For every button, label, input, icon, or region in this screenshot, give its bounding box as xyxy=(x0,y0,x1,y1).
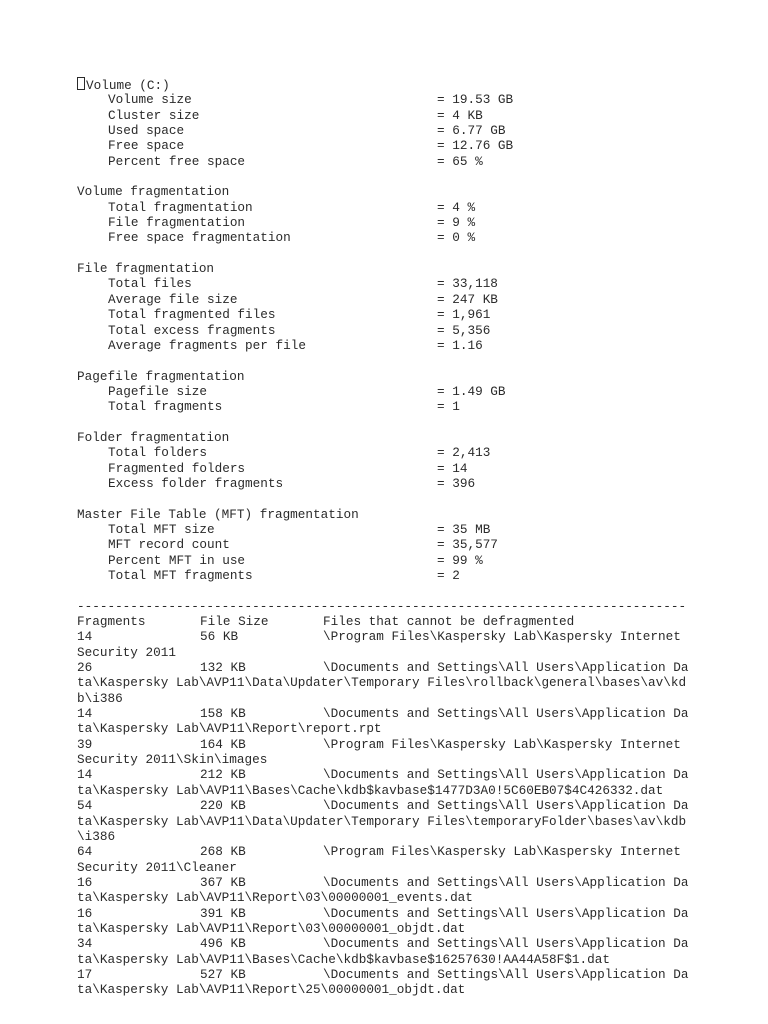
volume-stats xyxy=(77,92,688,169)
table-row xyxy=(77,660,688,675)
stat-row xyxy=(77,553,688,568)
stat-row xyxy=(77,568,688,583)
stat-label: Total folders xyxy=(108,445,207,461)
stat-value: = 35 MB xyxy=(437,522,490,537)
stat-row xyxy=(77,200,688,215)
stat-row xyxy=(77,445,688,460)
stat-value: = 4 KB xyxy=(437,108,483,123)
section-title: Master File Table (MFT) fragmentation xyxy=(77,506,359,522)
file-path-cell: \Documents and Settings\All Users\Application Da xyxy=(323,874,689,890)
table-row xyxy=(77,967,688,982)
stat-row xyxy=(77,276,688,291)
stat-label: Total excess fragments xyxy=(108,322,276,338)
spacer xyxy=(77,353,688,368)
stat-value: = 99 % xyxy=(437,553,483,568)
stat-row xyxy=(77,215,688,230)
file-path-continuation: ta\Kaspersky Lab\AVP11\Data\Updater\Temporary Files\temporaryFolder\bases\av\kdb xyxy=(77,813,687,829)
stat-value: = 14 xyxy=(437,461,467,476)
stat-label: Total MFT fragments xyxy=(108,568,253,583)
volume-heading xyxy=(77,77,688,92)
file-path-cell: \Documents and Settings\All Users\Application Da xyxy=(323,905,689,921)
stat-label: File fragmentation xyxy=(108,215,246,231)
spacer xyxy=(77,169,688,184)
file-path-continuation: \i386 xyxy=(77,828,116,844)
stat-value: = 35,577 xyxy=(437,537,498,552)
fragments-cell: 14 xyxy=(77,706,93,722)
file-path-cell: \Program Files\Kaspersky Lab\Kaspersky Internet xyxy=(323,736,681,752)
stat-value: = 9 % xyxy=(437,215,475,230)
fragments-cell: 16 xyxy=(77,905,93,921)
stat-label: MFT record count xyxy=(108,537,230,553)
spacer xyxy=(77,246,688,261)
table-row xyxy=(77,936,688,951)
file-size-header: File Size xyxy=(200,614,269,630)
stat-label: Total fragmentation xyxy=(108,199,253,215)
spacer xyxy=(77,415,688,430)
file-size-cell: 391 KB xyxy=(200,905,246,921)
placeholder-glyph-icon xyxy=(77,77,85,90)
file-path-cell: \Documents and Settings\All Users\Application Da xyxy=(323,706,689,722)
file-path-cell: \Program Files\Kaspersky Lab\Kaspersky Internet xyxy=(323,844,681,860)
stat-label: Volume size xyxy=(108,92,192,108)
stat-label: Total fragmented files xyxy=(108,307,276,323)
file-size-cell: 367 KB xyxy=(200,874,246,890)
file-path-continuation: ta\Kaspersky Lab\AVP11\Data\Updater\Temporary Files\rollback\general\bases\av\kd xyxy=(77,675,687,691)
volume-title: Volume (C:) xyxy=(86,78,170,93)
stat-label: Total fragments xyxy=(108,399,223,415)
stat-value: = 2 xyxy=(437,568,460,583)
table-row xyxy=(77,767,688,782)
stat-label: Percent free space xyxy=(108,153,246,169)
fragments-cell: 34 xyxy=(77,936,93,952)
table-row xyxy=(77,737,688,752)
file-size-cell: 220 KB xyxy=(200,798,246,814)
stat-row xyxy=(77,537,688,552)
stat-label: Average file size xyxy=(108,291,238,307)
fragments-cell: 54 xyxy=(77,798,93,814)
stat-row xyxy=(77,230,688,245)
table-header xyxy=(77,614,688,629)
file-size-cell: 212 KB xyxy=(200,767,246,783)
stat-value: = 65 % xyxy=(437,154,483,169)
file-path-cell: \Documents and Settings\All Users\Application Da xyxy=(323,936,689,952)
report-sections xyxy=(77,169,688,599)
file-path-continuation: ta\Kaspersky Lab\AVP11\Report\25\00000001_objdt.dat xyxy=(77,982,466,998)
file-size-cell: 56 KB xyxy=(200,629,239,645)
stat-row xyxy=(77,522,688,537)
stat-value: = 396 xyxy=(437,476,475,491)
fragments-header: Fragments xyxy=(77,614,146,630)
stat-value: = 1,961 xyxy=(437,307,490,322)
file-size-cell: 268 KB xyxy=(200,844,246,860)
stat-value: = 6.77 GB xyxy=(437,123,506,138)
file-path-cell: \Documents and Settings\All Users\Application Da xyxy=(323,767,689,783)
stat-label: Pagefile size xyxy=(108,383,207,399)
fragments-cell: 17 xyxy=(77,966,93,982)
section-title: File fragmentation xyxy=(77,261,215,277)
stat-value: = 33,118 xyxy=(437,276,498,291)
file-size-cell: 158 KB xyxy=(200,706,246,722)
table-row xyxy=(77,629,688,644)
table-row xyxy=(77,875,688,890)
file-table xyxy=(77,629,688,997)
section-title: Volume fragmentation xyxy=(77,184,230,200)
file-size-cell: 132 KB xyxy=(200,660,246,676)
file-path-continuation: ta\Kaspersky Lab\AVP11\Bases\Cache\kdb$kavbase$1477D3A0!5C60EB07$4C426332.dat xyxy=(77,782,664,798)
file-path-cell: \Program Files\Kaspersky Lab\Kaspersky Internet xyxy=(323,629,681,645)
spacer xyxy=(77,491,688,506)
fragments-cell: 14 xyxy=(77,629,93,645)
stat-value: = 2,413 xyxy=(437,445,490,460)
stat-row xyxy=(77,399,688,414)
stat-row xyxy=(77,138,688,153)
stat-value: = 247 KB xyxy=(437,292,498,307)
table-row xyxy=(77,906,688,921)
table-row xyxy=(77,798,688,813)
stat-row xyxy=(77,92,688,107)
stat-row xyxy=(77,323,688,338)
stat-label: Cluster size xyxy=(108,107,200,123)
stat-row xyxy=(77,307,688,322)
fragments-cell: 26 xyxy=(77,660,93,676)
defrag-report xyxy=(77,77,688,998)
file-path-continuation: ta\Kaspersky Lab\AVP11\Report\03\00000001_events.dat xyxy=(77,890,473,906)
file-path-continuation: Security 2011 xyxy=(77,644,176,660)
file-path-cell: \Documents and Settings\All Users\Application Da xyxy=(323,660,689,676)
file-path-continuation: ta\Kaspersky Lab\AVP11\Report\report.rpt xyxy=(77,721,382,737)
file-size-cell: 496 KB xyxy=(200,936,246,952)
section-title: Pagefile fragmentation xyxy=(77,368,245,384)
fragments-cell: 16 xyxy=(77,874,93,890)
stat-label: Total MFT size xyxy=(108,521,215,537)
file-path-continuation: Security 2011\Cleaner xyxy=(77,859,237,875)
stat-value: = 12.76 GB xyxy=(437,138,513,153)
file-path-continuation: ta\Kaspersky Lab\AVP11\Report\03\00000001_objdt.dat xyxy=(77,920,466,936)
stat-row xyxy=(77,476,688,491)
file-size-cell: 527 KB xyxy=(200,966,246,982)
fragments-cell: 39 xyxy=(77,736,93,752)
stat-row xyxy=(77,384,688,399)
stat-value: = 1.49 GB xyxy=(437,384,506,399)
table-row xyxy=(77,844,688,859)
table-row xyxy=(77,706,688,721)
stat-value: = 1 xyxy=(437,399,460,414)
stat-value: = 1.16 xyxy=(437,338,483,353)
stat-label: Fragmented folders xyxy=(108,460,246,476)
section-title: Folder fragmentation xyxy=(77,429,230,445)
stat-label: Percent MFT in use xyxy=(108,552,246,568)
divider-line: -------------------------------------------------------------------------------- xyxy=(77,598,687,614)
stat-row xyxy=(77,292,688,307)
stat-row xyxy=(77,461,688,476)
file-path-cell: \Documents and Settings\All Users\Application Da xyxy=(323,966,689,982)
file-path-continuation: ta\Kaspersky Lab\AVP11\Bases\Cache\kdb$kavbase$16257630!AA44A58F$1.dat xyxy=(77,951,610,967)
stat-value: = 5,356 xyxy=(437,323,490,338)
file-path-continuation: Security 2011\Skin\images xyxy=(77,752,268,768)
file-path-cell: \Documents and Settings\All Users\Application Da xyxy=(323,798,689,814)
stat-label: Free space xyxy=(108,138,185,154)
stat-value: = 4 % xyxy=(437,200,475,215)
stat-label: Excess folder fragments xyxy=(108,475,284,491)
fragments-cell: 64 xyxy=(77,844,93,860)
fragments-cell: 14 xyxy=(77,767,93,783)
stat-value: = 19.53 GB xyxy=(437,92,513,107)
stat-row xyxy=(77,154,688,169)
stat-label: Free space fragmentation xyxy=(108,230,291,246)
stat-row xyxy=(77,108,688,123)
file-size-cell: 164 KB xyxy=(200,736,246,752)
stat-label: Used space xyxy=(108,123,185,139)
stat-label: Total files xyxy=(108,276,192,292)
stat-row xyxy=(77,338,688,353)
files-header: Files that cannot be defragmented xyxy=(323,614,575,630)
stat-value: = 0 % xyxy=(437,230,475,245)
file-path-continuation: b\i386 xyxy=(77,690,123,706)
stat-row xyxy=(77,123,688,138)
spacer xyxy=(77,583,688,598)
stat-label: Average fragments per file xyxy=(108,337,306,353)
